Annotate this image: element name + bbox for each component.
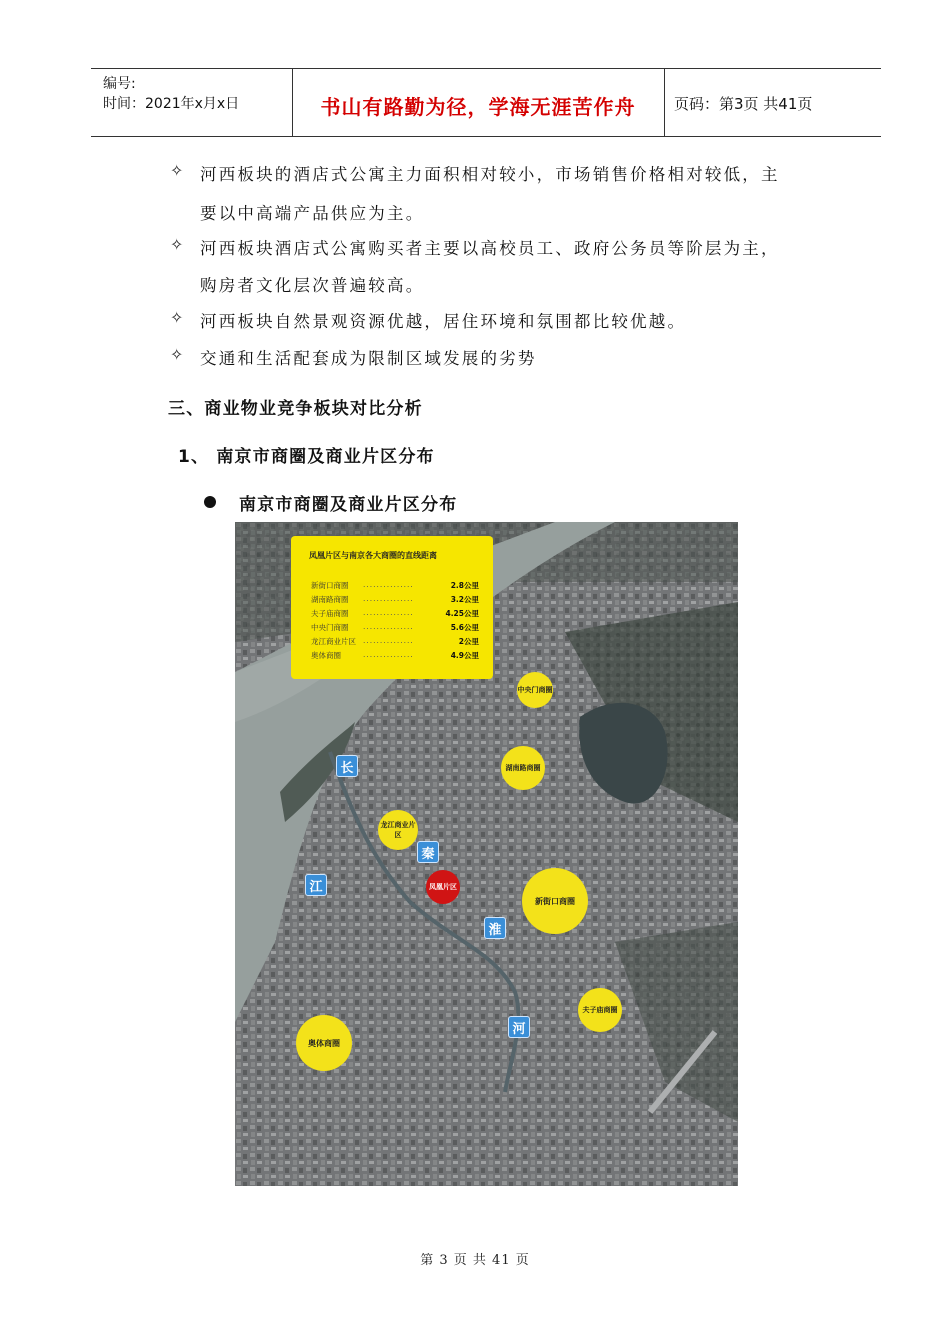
bullet-icon: ✧ [170, 235, 184, 254]
page-info: 页码：第3页 共41页 [674, 95, 813, 113]
legend-name: 夫子庙商圈 [311, 609, 349, 618]
river-label: 长 [336, 755, 358, 777]
legend-name: 湖南路商圈 [311, 595, 349, 604]
circle-hunanlu: 湖南路商圈 [501, 746, 545, 790]
bullet-heading: 南京市商圈及商业片区分布 [239, 495, 458, 515]
river-label: 淮 [484, 917, 506, 939]
circle-xinjiekou: 新街口商圈 [522, 868, 588, 934]
legend-name: 新街口商圈 [311, 581, 349, 590]
bullet-icon: ✧ [170, 161, 184, 180]
section-heading: 三、商业物业竞争板块对比分析 [168, 399, 423, 419]
paragraph-line: 河西板块的酒店式公寓主力面积相对较小，市场销售价格相对较低，主 [200, 165, 780, 184]
circle-fuzimiao: 夫子庙商圈 [578, 988, 622, 1032]
paragraph-line: 要以中高端产品供应为主。 [200, 204, 425, 223]
legend-dots: ............... [363, 594, 414, 603]
distance-legend [291, 536, 493, 679]
legend-row [311, 636, 479, 647]
circle-zhongyangmen: 中央门商圈 [517, 672, 553, 708]
paragraph-line: 购房者文化层次普遍较高。 [200, 276, 425, 295]
legend-name: 中央门商圈 [311, 623, 349, 632]
legend-name: 龙江商业片区 [311, 637, 356, 646]
motto: 书山有路勤为径，学海无涯苦作舟 [320, 95, 636, 119]
legend-dots: ............... [363, 650, 414, 659]
legend-row [311, 608, 479, 619]
page-footer: 第 3 页 共 41 页 [420, 1253, 530, 1268]
legend-value: 3.2公里 [450, 595, 479, 604]
number-label: 编号: [103, 76, 136, 92]
document-header [91, 68, 881, 137]
river-label: 河 [508, 1016, 530, 1038]
legend-dots: ............... [363, 622, 414, 631]
legend-dots: ............... [363, 636, 414, 645]
river-label: 秦 [417, 841, 439, 863]
legend-row [311, 580, 479, 591]
legend-value: 4.9公里 [450, 651, 479, 660]
legend-value: 4.25公里 [445, 609, 479, 618]
legend-value: 2公里 [458, 637, 479, 646]
legend-dots: ............... [363, 580, 414, 589]
paragraph-line: 河西板块酒店式公寓购买者主要以高校员工、政府公务员等阶层为主， [200, 239, 780, 258]
river-label: 江 [305, 874, 327, 896]
sub-heading: 1、 南京市商圈及商业片区分布 [178, 447, 435, 467]
time-label: 时间：2021年x月x日 [103, 96, 240, 112]
bullet-icon: ✧ [170, 345, 184, 364]
legend-value: 5.6公里 [450, 623, 479, 632]
legend-value: 2.8公里 [450, 581, 479, 590]
legend-name: 奥体商圈 [311, 651, 341, 660]
paragraph-line: 河西板块自然景观资源优越，居住环境和氛围都比较优越。 [200, 312, 687, 331]
satellite-map [235, 522, 738, 1186]
bullet-dot-icon [204, 496, 216, 508]
header-meta-cell [91, 69, 293, 136]
legend-dots: ............... [363, 608, 414, 617]
legend-row [311, 650, 479, 661]
paragraph-line: 交通和生活配套成为限制区域发展的劣势 [200, 349, 537, 368]
circle-fenghuang: 凤凰片区 [426, 870, 460, 904]
header-motto-cell [292, 69, 665, 136]
circle-longjiang: 龙江商业片区 [378, 810, 418, 850]
legend-title: 凤凰片区与南京各大商圈的直线距离 [309, 551, 437, 560]
bullet-icon: ✧ [170, 308, 184, 327]
legend-row [311, 594, 479, 605]
legend-row [311, 622, 479, 633]
header-page-cell [664, 69, 881, 136]
circle-aoti: 奥体商圈 [296, 1015, 352, 1071]
